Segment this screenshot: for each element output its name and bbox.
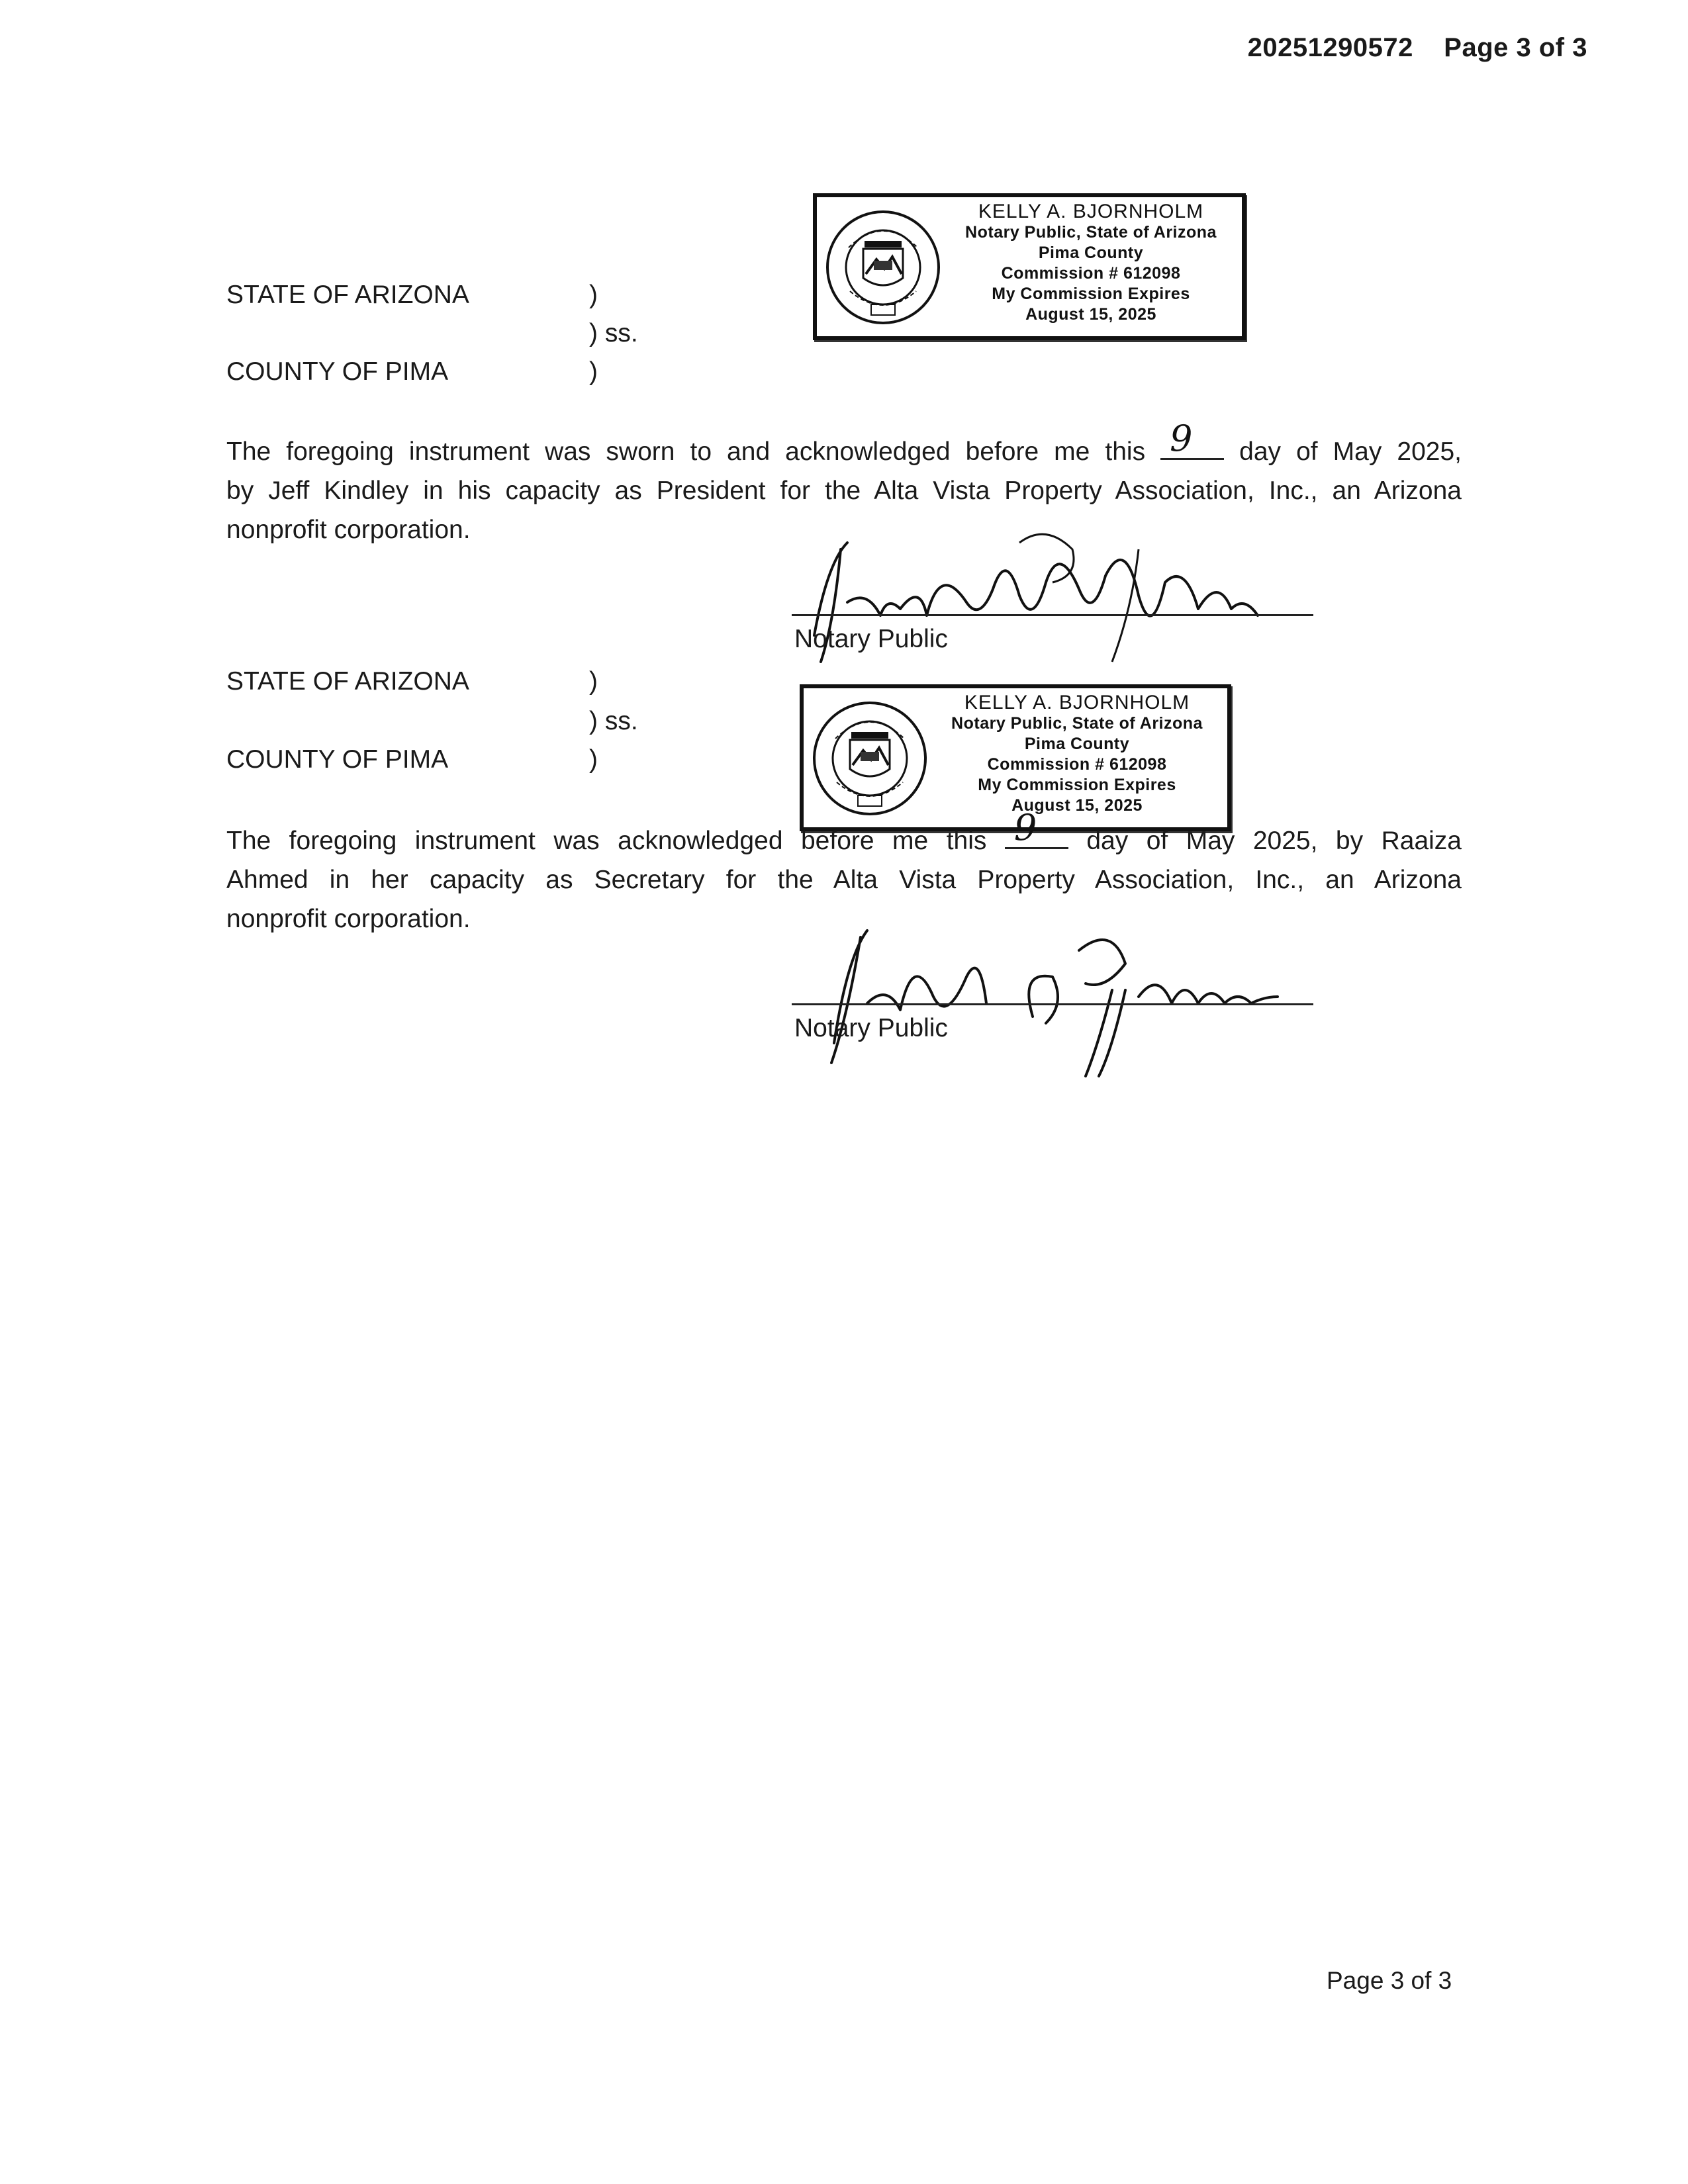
- stamp-text-1: [943, 201, 1239, 325]
- stamp-expires-label: My Commission Expires: [978, 776, 1176, 794]
- stamp-notary-name: KELLY A. BJORNHOLM: [978, 201, 1204, 222]
- ack-line-1: The foregoing instrument was acknowledged before me this 9 day of May 2025, by Raaiza: [226, 807, 1462, 855]
- document-header: [1248, 33, 1587, 63]
- stamp-expires-date: August 15, 2025: [1011, 796, 1143, 815]
- signature-line-2: [792, 1003, 1313, 1005]
- stamp-expires-date: August 15, 2025: [1025, 305, 1156, 324]
- venue-ss-2: ) ss.: [589, 707, 638, 735]
- stamp-county: Pima County: [1038, 244, 1144, 262]
- stamp-commission: Commission # 612098: [1001, 264, 1181, 283]
- great-seal-of-arizona-icon: [810, 699, 929, 818]
- venue-paren-top-2: ): [589, 667, 598, 696]
- signature-line-1: [792, 614, 1313, 616]
- stamp-text-2: [929, 692, 1225, 816]
- ack-line-1: The foregoing instrument was sworn to and acknowledged before me this 9 day of May 2025,: [226, 418, 1462, 466]
- notary-signature-1: [768, 523, 1337, 682]
- venue-state-1: STATE OF ARIZONA: [226, 281, 469, 309]
- footer-page-number: Page 3 of 3: [1327, 1967, 1452, 1994]
- handwritten-day-2: 9: [1013, 807, 1037, 848]
- day-blank-2: [1005, 807, 1068, 849]
- venue-state-2: STATE OF ARIZONA: [226, 667, 469, 696]
- venue-paren-bottom-2: ): [589, 745, 598, 774]
- venue-paren-top-1: ): [589, 281, 598, 309]
- venue-county-1: COUNTY OF PIMA: [226, 357, 449, 386]
- stamp-commission: Commission # 612098: [987, 755, 1167, 774]
- great-seal-of-arizona-icon: [823, 208, 943, 327]
- day-blank-1: [1160, 418, 1224, 460]
- notary-public-label-1: Notary Public: [794, 625, 948, 653]
- venue-ss-1: ) ss.: [589, 319, 638, 347]
- venue-county-2: COUNTY OF PIMA: [226, 745, 449, 774]
- recording-number: 20251290572: [1247, 33, 1413, 62]
- ack-line-3: nonprofit corporation.: [226, 905, 471, 933]
- header-page-label: Page 3 of 3: [1444, 33, 1587, 62]
- venue-paren-bottom-1: ): [589, 357, 598, 386]
- stamp-notary-title: Notary Public, State of Arizona: [965, 223, 1217, 242]
- ack-line-2: by Jeff Kindley in his capacity as President for the Alta Vista Property Association, Inc., an Arizona: [226, 477, 1462, 505]
- stamp-county: Pima County: [1024, 735, 1130, 753]
- stamp-notary-title: Notary Public, State of Arizona: [951, 714, 1203, 733]
- ack-line-2: Ahmed in her capacity as Secretary for the Alta Vista Property Association, Inc., an Arizona: [226, 866, 1462, 894]
- notary-public-label-2: Notary Public: [794, 1014, 948, 1042]
- stamp-notary-name: KELLY A. BJORNHOLM: [964, 692, 1190, 713]
- ack-line-3: nonprofit corporation.: [226, 516, 471, 544]
- notary-signature-2: [768, 911, 1337, 1083]
- notary-stamp-1: [813, 193, 1246, 340]
- handwritten-day-1: 9: [1170, 418, 1193, 459]
- stamp-expires-label: My Commission Expires: [992, 285, 1190, 303]
